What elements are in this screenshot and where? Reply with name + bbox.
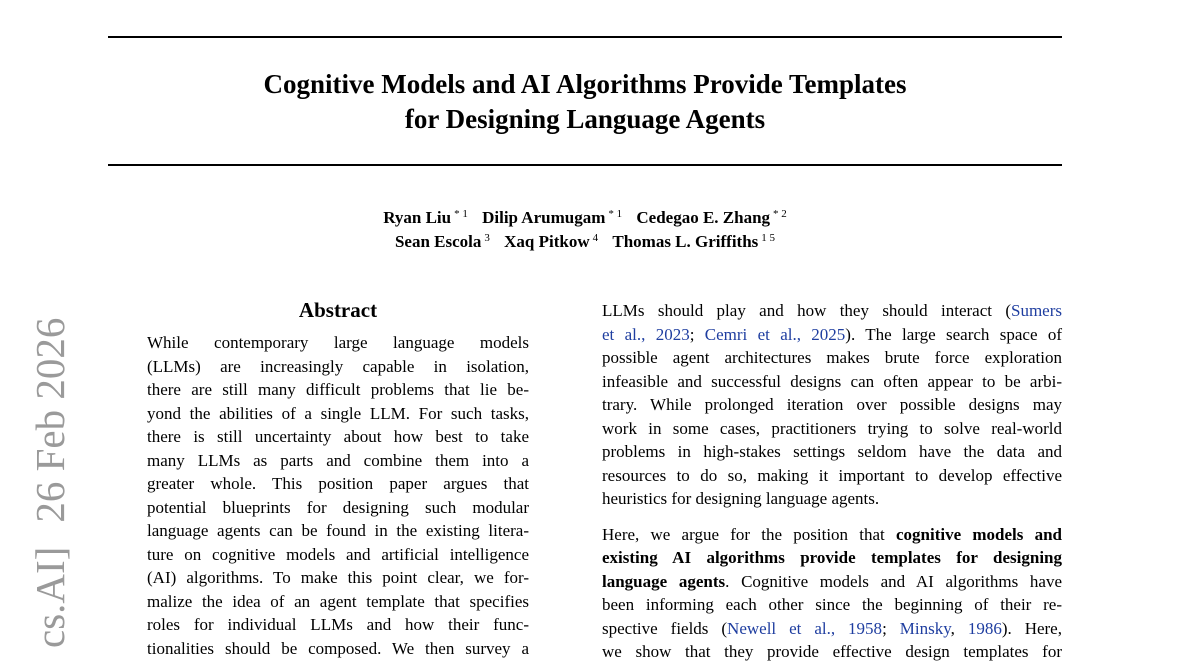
abstract-line: there is still uncertainty about how best to take — [147, 427, 529, 446]
author-list — [108, 206, 1062, 254]
title-line-1: Cognitive Models and AI Algorithms Provide Templates — [263, 69, 907, 99]
citation-link[interactable]: 1986 — [967, 618, 1002, 638]
body-line: heuristics for designing language agents. — [602, 489, 880, 508]
abstract-body — [147, 331, 529, 660]
author-line-1 — [108, 206, 1062, 230]
abstract-line: (AI) algorithms. To make this point clear, we for- — [147, 568, 529, 587]
bottom-rule — [108, 164, 1062, 166]
body-text: spective fields ( — [602, 618, 728, 638]
emphasis-text: language agents — [602, 571, 726, 591]
body-text: LLMs should play and how they should interact ( — [602, 301, 1011, 320]
abstract-line: (LLMs) are increasingly capable in isolation, — [147, 356, 529, 376]
arxiv-watermark — [20, 318, 80, 648]
body-line — [602, 546, 1062, 570]
body-text: ; — [689, 324, 705, 344]
emphasis-text: cognitive models and — [895, 524, 1062, 544]
author — [383, 208, 468, 227]
citation-link[interactable]: et al., 2023 — [602, 324, 690, 344]
author-name: Ryan Liu — [383, 208, 452, 227]
body-text: ). Here, — [1001, 618, 1062, 638]
citation-link[interactable]: Newell et al., 1958 — [727, 618, 883, 638]
abstract-line: many LLMs as parts and combine them into a — [147, 450, 529, 470]
arxiv-category: cs.AI] — [27, 546, 73, 648]
body-line: infeasible and successful designs can often appear to be arbi- — [602, 371, 1062, 391]
intro-body — [602, 299, 1062, 664]
author-affiliation: 3 — [484, 232, 490, 244]
top-rule — [108, 36, 1062, 38]
abstract-line: greater whole. This position paper argues that — [147, 474, 529, 493]
author — [504, 232, 598, 251]
abstract-line: roles for individual LLMs and how their func- — [147, 615, 529, 634]
author-name: Dilip Arumugam — [482, 208, 606, 227]
author-affiliation: 1 5 — [761, 232, 776, 244]
paper-title — [108, 67, 1062, 137]
abstract-line: yond the abilities of a single LLM. For such tasks, — [147, 403, 529, 423]
author-name: Sean Escola — [394, 232, 482, 251]
body-line — [602, 523, 1062, 547]
author-affiliation: * 1 — [608, 208, 623, 220]
body-text: . Cognitive models and AI algorithms have — [725, 571, 1062, 591]
abstract-line: language agents can be found in the existing litera- — [147, 521, 529, 540]
abstract-line: potential blueprints for designing such modular — [147, 497, 529, 517]
body-text: ). The large search space of — [845, 324, 1062, 344]
abstract-line: malize the idea of an agent template that specifies — [147, 591, 529, 611]
author-name: Xaq Pitkow — [504, 232, 590, 251]
abstract-heading: Abstract — [298, 298, 378, 322]
arxiv-date: 26 Feb 2026 — [27, 317, 73, 523]
title-line-2: for Designing Language Agents — [404, 104, 766, 134]
abstract-line: While contemporary large language models — [147, 333, 529, 352]
paragraph-gap — [602, 511, 1062, 523]
citation-link[interactable]: Sumers — [1011, 301, 1062, 320]
body-line — [602, 323, 1062, 347]
body-line — [602, 617, 1062, 641]
body-line: possible agent architectures makes brute force exploration — [602, 348, 1062, 367]
citation-link[interactable]: Cemri et al., 2025 — [704, 324, 846, 344]
citation-link[interactable]: Minsky — [899, 618, 951, 638]
author — [395, 232, 490, 251]
abstract-line: tionalities should be composed. We then survey a — [147, 638, 529, 658]
body-line: work in some cases, practitioners trying to solve real-world — [602, 418, 1062, 438]
author-name: Thomas L. Griffiths — [612, 232, 759, 251]
body-line: problems in high-stakes settings seldom have the data and — [602, 442, 1062, 461]
author — [482, 208, 622, 227]
author — [612, 232, 775, 251]
emphasis-text: existing AI algorithms provide templates for designing — [602, 548, 1062, 567]
body-line: trary. While prolonged iteration over possible designs may — [602, 395, 1062, 414]
author-affiliation: * 2 — [773, 208, 787, 220]
body-text: ; — [882, 618, 900, 638]
body-line: we show that they provide effective design templates for — [602, 642, 1062, 661]
author-line-2 — [108, 230, 1062, 254]
abstract-line: there are still many difficult problems that lie be- — [147, 380, 529, 399]
author-affiliation: * 1 — [454, 208, 468, 220]
body-line — [602, 299, 1062, 323]
body-line: resources to do so, making it important to develop effective — [602, 465, 1062, 485]
author — [636, 208, 786, 227]
body-line — [602, 570, 1062, 594]
body-text: , — [950, 618, 968, 638]
author-affiliation: 4 — [592, 232, 599, 244]
author-name: Cedegao E. Zhang — [636, 208, 771, 227]
body-text: Here, we argue for the position that — [602, 524, 896, 544]
body-line: been informing each other since the beginning of their re- — [602, 595, 1062, 614]
abstract-line: ture on cognitive models and artificial intelligence — [147, 544, 529, 564]
